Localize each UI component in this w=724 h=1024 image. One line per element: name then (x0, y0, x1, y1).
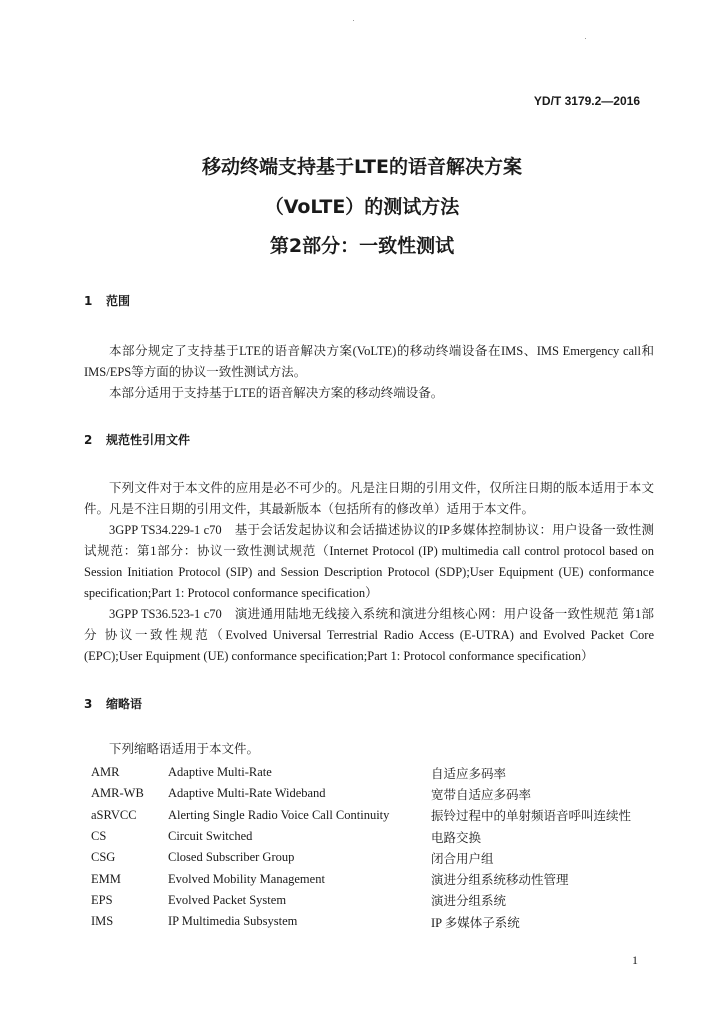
chinese-term: 演进分组系统移动性管理 (431, 873, 569, 888)
table-row (91, 847, 671, 868)
english-term: Closed Subscriber Group (168, 850, 295, 865)
chinese-term: 宽带自适应多码率 (431, 787, 532, 802)
table-row (91, 868, 671, 889)
abbreviations-intro: 下列缩略语适用于本文件。 (109, 742, 260, 756)
section-number: 2 (84, 433, 93, 447)
abbreviation: EPS (91, 892, 113, 907)
table-row (91, 911, 671, 932)
page-number: 1 (632, 953, 638, 967)
chinese-term: 振铃过程中的单射频语音呼叫连续性 (431, 809, 632, 824)
document-title-line-1: 移动终端支持基于LTE的语音解决方案 (202, 156, 522, 178)
section-title: 范围 (106, 294, 131, 308)
abbreviation: AMR (91, 765, 120, 780)
paragraph: 本部分规定了支持基于LTE的语音解决方案(VoLTE)的移动终端设备在IMS、IMS Emergency call和IMS/EPS等方面的协议一致性测试方法。 (84, 344, 654, 379)
reference-item: 3GPP TS36.523-1 c70 演进通用陆地无线接入系统和演进分组核心网：用户设备一致性规范 第1部分 协议一致性规范（Evolved Universal Terrestrial Radio Access (E-UTRA) and Evolved Packet Core (EPC);User Equipment (UE) conformance specification;Part 1: Protocol conformance specification） (84, 607, 654, 663)
paragraph: 下列文件对于本文件的应用是必不可少的。凡是注日期的引用文件，仅所注日期的版本适用于本文件。凡是不注日期的引用文件，其最新版本（包括所有的修改单）适用于本文件。 (84, 481, 654, 516)
section-heading-abbreviations (84, 695, 142, 712)
chinese-term: IP 多媒体子系统 (431, 915, 520, 930)
standard-number: YD/T 3179.2—2016 (533, 94, 640, 108)
chinese-term: 自适应多码率 (431, 766, 507, 781)
abbreviation: IMS (91, 914, 114, 929)
english-term: Circuit Switched (168, 829, 253, 844)
abbreviation: AMR-WB (91, 786, 144, 801)
english-term: IP Multimedia Subsystem (168, 914, 298, 929)
chinese-term: 电路交换 (431, 830, 482, 845)
english-term: Alerting Single Radio Voice Call Continuity (168, 807, 390, 822)
table-row (91, 890, 671, 911)
paragraph: 本部分适用于支持基于LTE的语音解决方案的移动终端设备。 (109, 386, 444, 400)
section-body-normative-references (84, 478, 654, 667)
document-title-line-2: （VoLTE）的测试方法 (264, 196, 460, 218)
section-body-scope (84, 341, 654, 404)
abbreviation: EMM (91, 871, 121, 886)
table-row (91, 826, 671, 847)
section-title: 规范性引用文件 (106, 433, 191, 447)
abbreviations-table (91, 762, 671, 932)
english-term: Evolved Packet System (168, 892, 287, 907)
english-term: Evolved Mobility Management (168, 871, 325, 886)
section-number: 3 (84, 697, 93, 711)
scan-speck (353, 20, 354, 21)
section-number: 1 (84, 294, 93, 308)
section-title: 缩略语 (106, 697, 143, 711)
table-row (91, 762, 671, 783)
abbreviation: aSRVCC (91, 807, 137, 822)
section-heading-normative-references (84, 431, 190, 448)
section-heading-scope (84, 292, 130, 309)
table-row (91, 783, 671, 804)
chinese-term: 演进分组系统 (431, 894, 507, 909)
chinese-term: 闭合用户组 (431, 851, 494, 866)
document-title-line-3: 第2部分：一致性测试 (269, 235, 455, 257)
scan-speck (585, 38, 586, 39)
abbreviation: CS (91, 829, 107, 844)
english-term: Adaptive Multi-Rate (168, 765, 272, 780)
abbreviation: CSG (91, 850, 116, 865)
table-row (91, 805, 671, 826)
english-term: Adaptive Multi-Rate Wideband (168, 786, 326, 801)
reference-item: 3GPP TS34.229-1 c70 基于会话发起协议和会话描述协议的IP多媒体控制协议：用户设备一致性测试规范：第1部分：协议一致性测试规范（Internet Protocol (IP) multimedia call control protocol based on Session Initiation Protocol (SIP) and Session Description Protocol (SDP);User Equipment (UE) conformance specification;Part 1: Protocol conformance specification） (84, 523, 654, 600)
